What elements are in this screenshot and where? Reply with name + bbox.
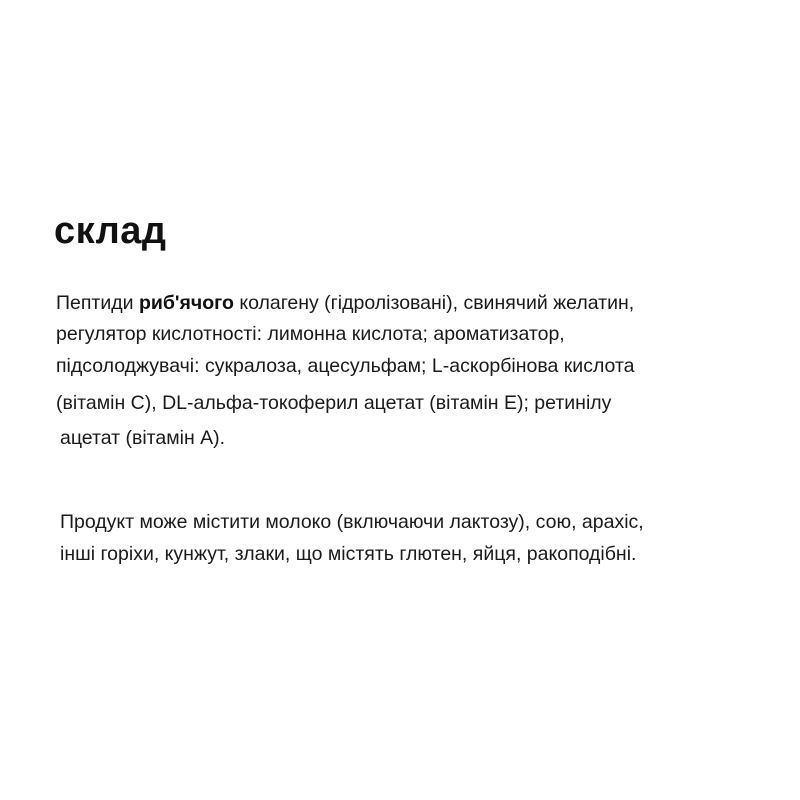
composition-heading: склад [54, 210, 167, 252]
ingredients-text-start: Пептиди [56, 292, 139, 314]
ingredients-bold-word: риб'ячого [138, 292, 234, 314]
ingredients-line-2: регулятор кислотності: лимонна кислота; ароматизатор, [56, 323, 565, 345]
allergens-line-1: Продукт може містити молоко (включаючи лактозу), сою, арахіс, [60, 511, 644, 533]
allergens-line-2: інші горіхи, кунжут, злаки, що містять глютен, яйця, ракоподібні. [60, 543, 637, 565]
ingredients-line-5: ацетат (вітамін А). [60, 427, 226, 449]
ingredients-line-3: підсолоджувачі: сукралоза, ацесульфам; L-аскорбінова кислота [56, 355, 635, 377]
ingredients-line-4: (вітамін С), DL-альфа-токоферил ацетат (вітамін Е); ретинілу [56, 392, 612, 414]
ingredients-text-end: колагену (гідролізовані), свинячий желатин, [233, 292, 635, 314]
ingredients-line-1 [56, 290, 634, 316]
